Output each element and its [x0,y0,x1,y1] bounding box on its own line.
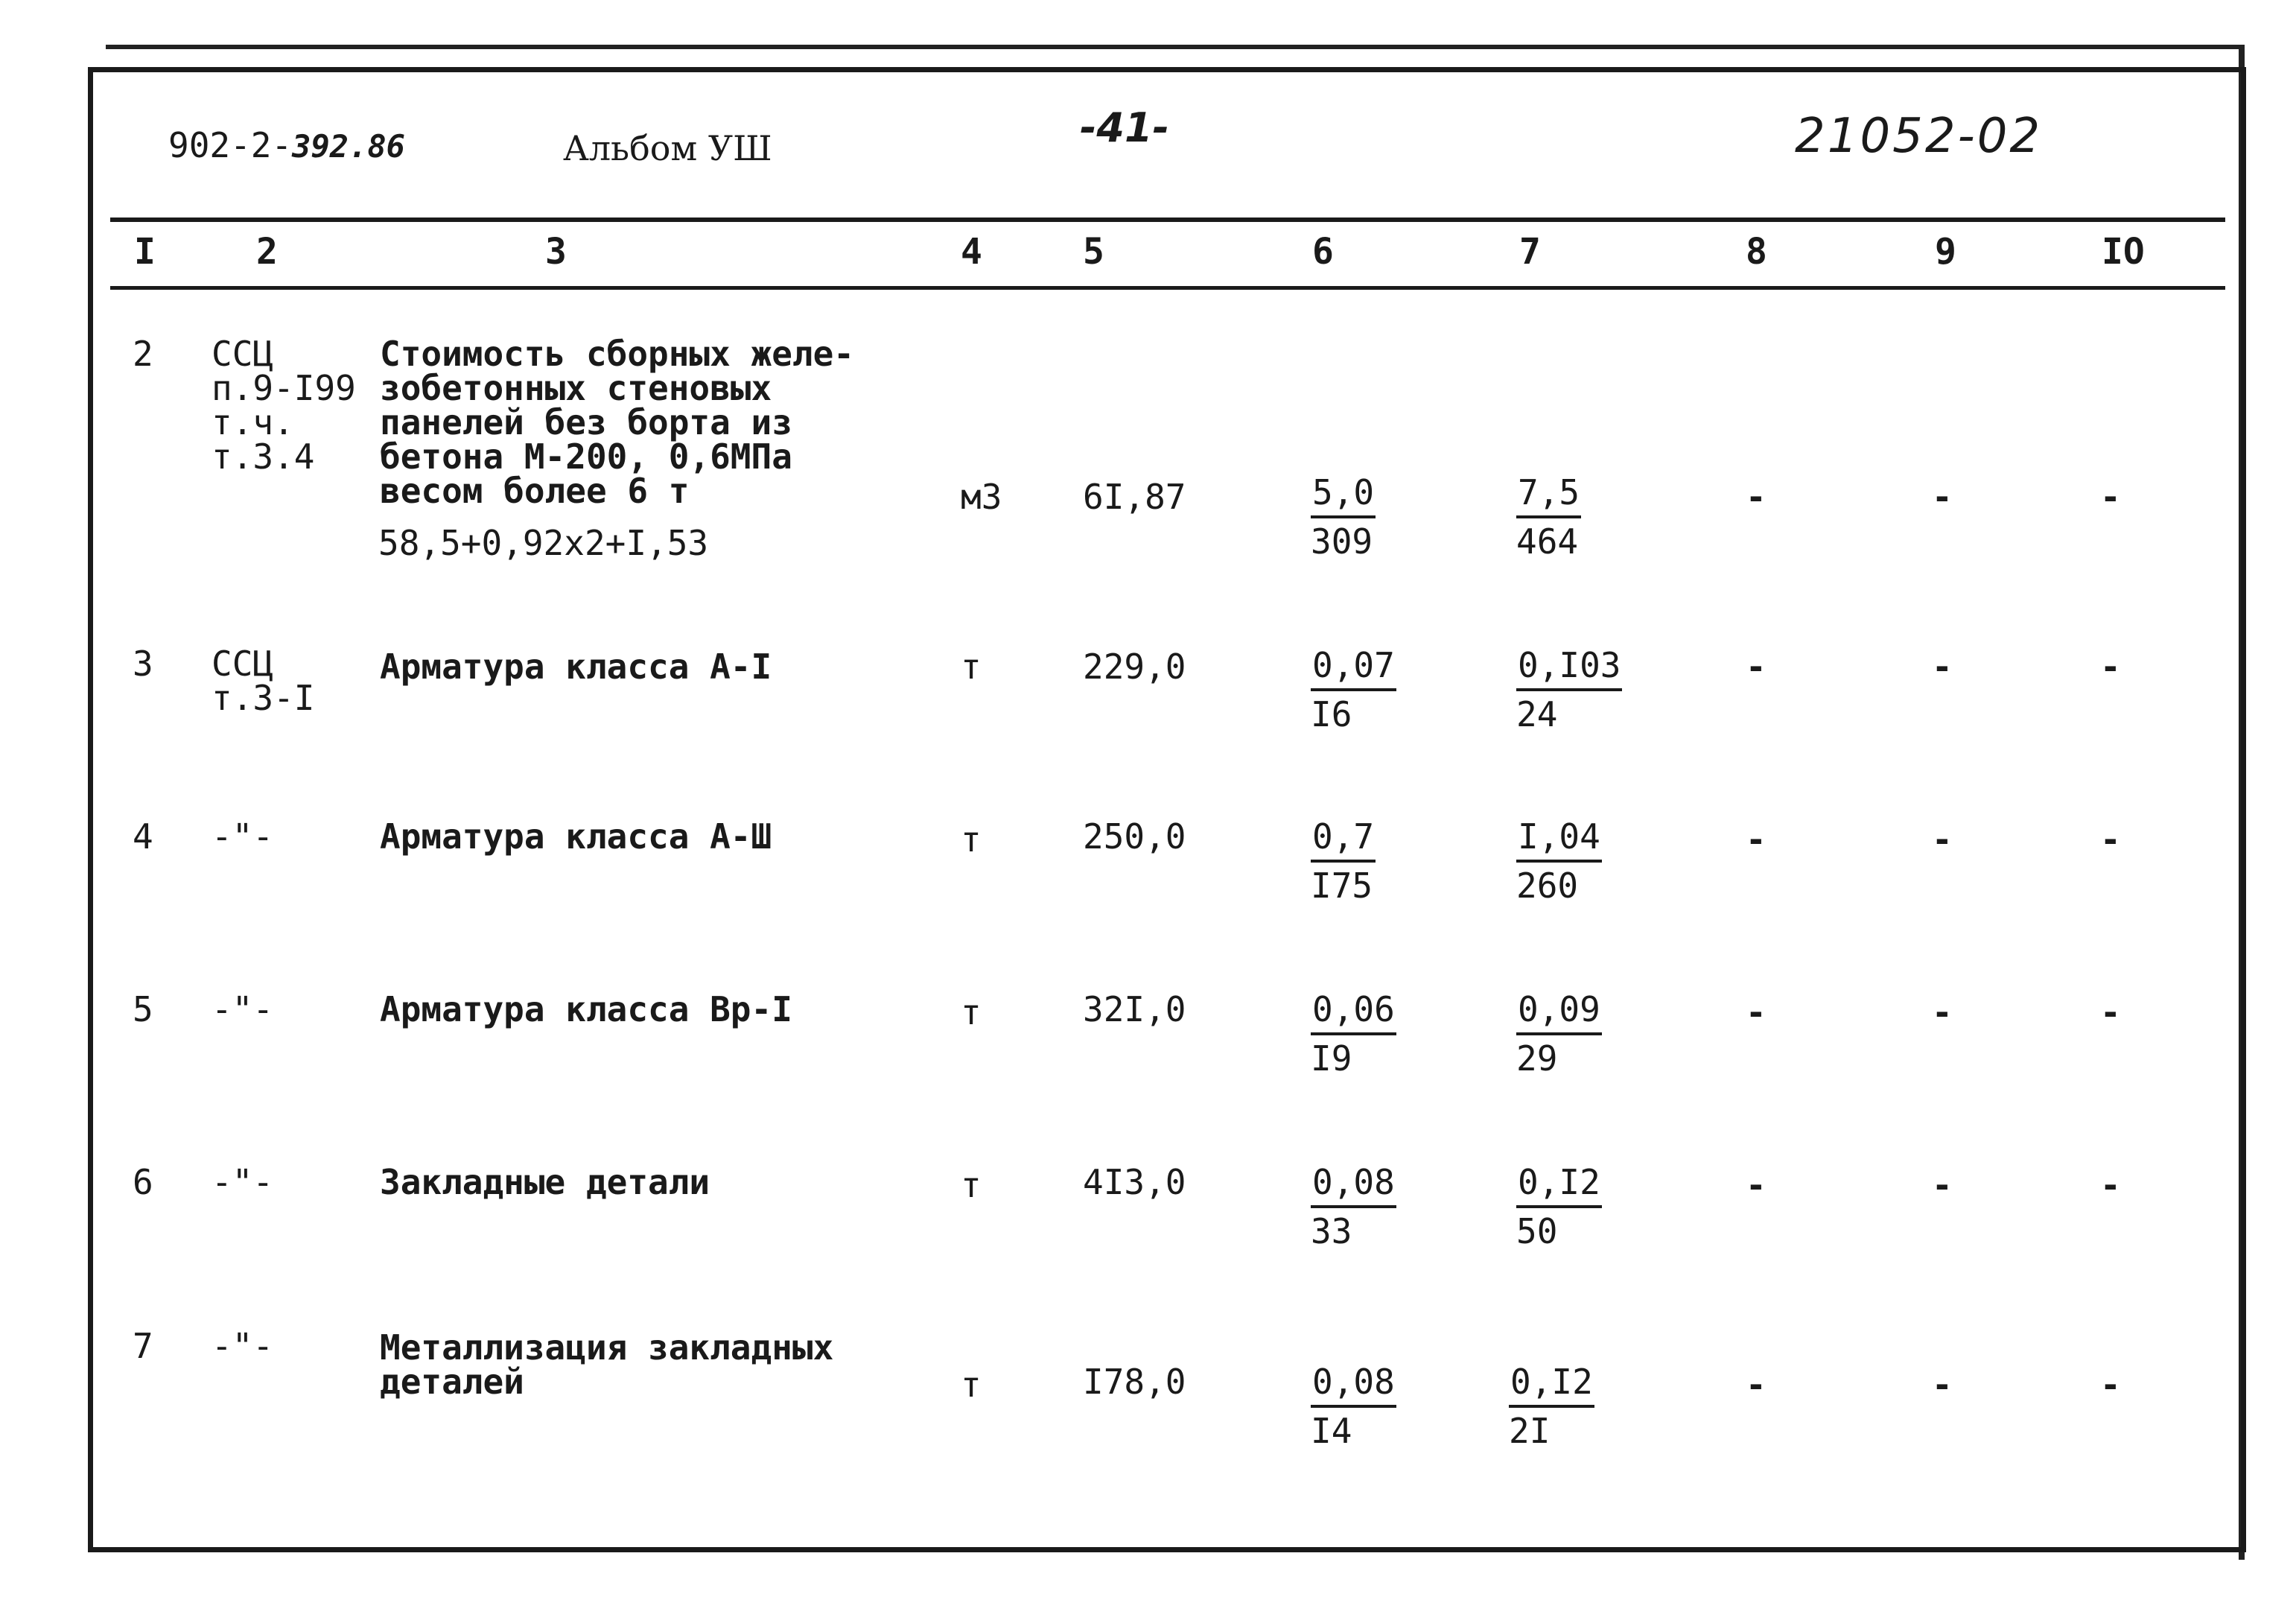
row-col10: - [2100,819,2121,860]
row-col6-fraction: $\frac{0,07}{I6}$ [1311,642,1396,737]
row-col7-fraction: $\frac{0,I03}{24}$ [1516,642,1622,737]
row-number: 2 [133,334,153,374]
row-col10: - [2100,1165,2121,1205]
row-col9: - [1932,647,1953,687]
row-col7-fraction: $\frac{0,I2}{50}$ [1516,1159,1602,1254]
row-col6-fraction: $\frac{0,08}{33}$ [1311,1159,1396,1254]
row-col7-fraction: $\frac{7,5}{464}$ [1516,469,1581,565]
row-reference: -"- [212,989,274,1029]
row-col8: - [1746,477,1766,517]
row-number: 6 [133,1162,153,1202]
column-header-10: IO [2102,231,2145,273]
row-col10: - [2100,1365,2121,1405]
row-description: Закладные детали [380,1162,710,1202]
row-col6-fraction: $\frac{0,7}{I75}$ [1311,813,1376,909]
row-number: 4 [133,816,153,857]
column-header-6: 6 [1312,231,1334,273]
row-price: 6I,87 [1083,477,1186,517]
column-header-2: 2 [256,231,278,273]
row-col8: - [1746,819,1766,860]
document-code: 902-2-392.86 [168,125,405,165]
row-col8: - [1746,647,1766,687]
doc-number: 21052-02 [1795,109,2043,164]
row-col7-fraction: $\frac{0,09}{29}$ [1516,986,1602,1082]
column-header-4: 4 [961,231,982,273]
album-title: Альбом УШ [563,128,772,168]
page-number: -41- [1080,104,1169,151]
row-description: Арматура класса Вр-I [380,989,792,1029]
row-price: 4I3,0 [1083,1162,1186,1202]
header-rule-top [110,218,2225,222]
column-header-7: 7 [1519,231,1541,273]
row-col9: - [1932,477,1953,517]
row-number: 7 [133,1326,153,1366]
row-unit: т [961,1365,982,1405]
row-price: 32I,0 [1083,989,1186,1029]
row-unit: т [961,992,982,1032]
row-col9: - [1932,1165,1953,1205]
row-number: 3 [133,644,153,684]
column-header-3: 3 [545,231,567,273]
row-description: Стоимость сборных желе- зобетонных стеновых панелей без борта из бетона М-200, 0,6МПа весом более 6 т [380,334,854,511]
row-col9: - [1932,992,1953,1032]
row-reference: ССЦ т.3-I [212,644,315,718]
row-number: 5 [133,989,153,1029]
row-description: Арматура класса А-I [380,647,772,687]
row-col6-fraction: $\frac{5,0}{309}$ [1311,469,1376,565]
row-price: I78,0 [1083,1362,1186,1402]
row-col10: - [2100,992,2121,1032]
row-col8: - [1746,992,1766,1032]
row-unit: т [961,1165,982,1205]
row-unit: т [961,819,982,860]
row-reference: -"- [212,1162,274,1202]
column-header-8: 8 [1746,231,1767,273]
column-header-9: 9 [1935,231,1956,273]
row-price: 229,0 [1083,647,1186,687]
row-col9: - [1932,1365,1953,1405]
header-rule-bottom [110,286,2225,290]
row-description: Металлизация закладных деталей [380,1327,834,1402]
row-description: Арматура класса А-Ш [380,816,772,857]
row-col10: - [2100,647,2121,687]
row-col6-fraction: $\frac{0,06}{I9}$ [1311,986,1396,1082]
row-reference: -"- [212,816,274,857]
column-header-1: I [134,231,156,273]
row-reference: ССЦ п.9-I99 т.ч. т.3.4 [212,334,356,477]
row-col10: - [2100,477,2121,517]
row-price: 250,0 [1083,816,1186,857]
row-unit: т [961,647,982,687]
row-unit: м3 [961,477,1002,517]
row-col7-fraction: $\frac{I,04}{260}$ [1516,813,1602,909]
column-header-5: 5 [1083,231,1104,273]
row-reference: -"- [212,1326,274,1366]
row-col7-fraction: $\frac{0,I2}{2I}$ [1509,1359,1594,1454]
row-col6-fraction: $\frac{0,08}{I4}$ [1311,1359,1396,1454]
row-col9: - [1932,819,1953,860]
row-col8: - [1746,1165,1766,1205]
row-formula: 58,5+0,92х2+I,53 [378,523,709,563]
row-col8: - [1746,1365,1766,1405]
